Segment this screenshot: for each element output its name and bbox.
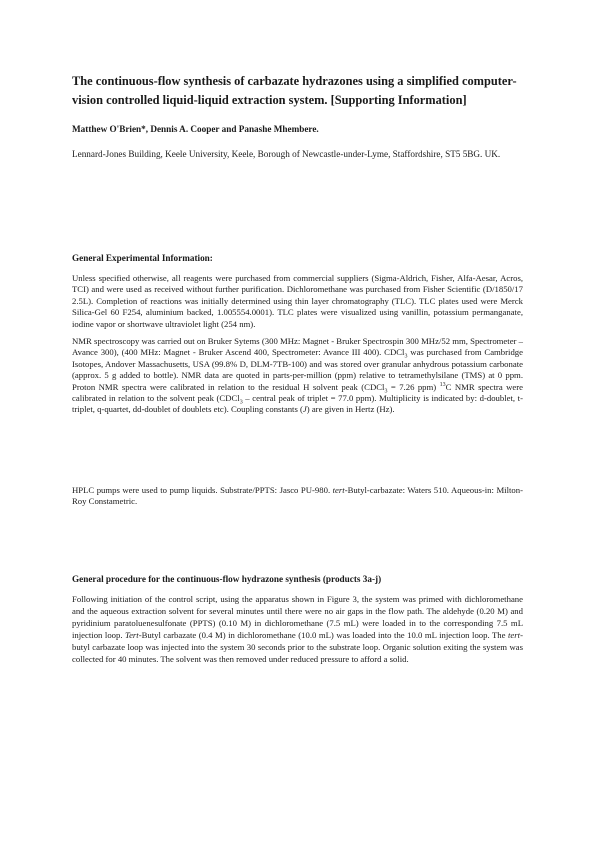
- paragraph-reagents: [72, 273, 523, 330]
- section-heading-experimental: General Experimental Information:: [72, 253, 213, 263]
- affiliation: Lennard-Jones Building, Keele University, Keele, Borough of Newcastle-under-Lyme, Staffordshire, ST5 5BG. UK.: [72, 149, 501, 159]
- paper-title: The continuous-flow synthesis of carbazate hydrazones using a simplified computer-vision controlled liquid-liquid extraction system. [Supporting Information]: [72, 74, 517, 107]
- nmr-text-2: was purchased from Cambridge Isotopes, Andover Massachusetts, USA (99.8% D, DLM-7TB-100) and was stored over granular anhydrous potassium carbonate (approx. 5 g added to bottle). NMR data are quoted in parts-per-million (ppm) relative to tetramethylsilane (TMS) at 0 ppm. Proton NMR spectra were calibrated in relation to the residual H solvent peak (CDCl: [72, 347, 524, 392]
- reagents-text: Unless specified otherwise, all reagents were purchased from commercial suppliers (Sigma-Aldrich, Fisher, Alfa-Aesar, Acros, TCI) and were used as received without further purification. Dichloromethane was purchased from Fisher Scientific (D/1850/17 2.5L). Completion of reactions was initially determined using thin layer chromatography (TLC). TLC plates used were Merck Silica-Gel 60 F254, aluminium backed, 1.005554.0001). TLC plates were visualized using vanillin, potassium permanganate, iodine vapor or shortwave ultraviolet light (254 nm).: [72, 273, 523, 329]
- subscript-3: 3: [404, 354, 408, 361]
- nmr-text-1: NMR spectroscopy was carried out on Bruker Sytems (300 MHz: Magnet - Bruker Spectrospin 300 MHz/52 mm, Spectrometer – Avance 300), (400 MHz: Magnet - Bruker Ascend 400, Spectrometer: Avance III 400). CDCl: [72, 336, 523, 358]
- italic-tert: tert: [332, 485, 345, 495]
- procedure-text-1: Following initiation of the control script, using the apparatus shown in Figure 3, the system was primed with dichloromethane and the aqueous extraction solvent for several minutes until there were no air gaps in the flow path. The aldehyde (0.20 M) and pyridinium paratoluenesulfonate (PPTS) (0.10 M) in dichloromethane (7.5 mL) were loaded in to the corresponding 7.5 mL injection loop.: [72, 594, 523, 641]
- section-heading-procedure: General procedure for the continuous-flow hydrazone synthesis (products 3a-j): [72, 574, 382, 584]
- paragraph-nmr: [72, 336, 523, 416]
- subscript-3: 3: [384, 388, 388, 395]
- procedure-text-2: -Butyl carbazate (0.4 M) in dichloromethane (10.0 mL) was loaded into the 10.0 mL injection loop. The: [138, 630, 509, 641]
- paragraph-hplc: [72, 485, 523, 508]
- procedure-text-3: -butyl carbazate loop was injected into the system 30 seconds prior to the substrate loop. Organic solution exiting the system was collected for 40 minutes. The solvent was then removed under reduced pressure to afford a solid.: [72, 630, 523, 665]
- italic-tert: Tert: [125, 630, 139, 641]
- subscript-3: 3: [239, 399, 243, 406]
- nmr-text-5: – central peak of triplet = 77.0 ppm). Multiplicity is indicated by: d-doublet, t-triplet, q-quartet, dd-doublet of doublets etc). Coupling constants (: [72, 393, 523, 415]
- nmr-text-6: ) are given in Hertz (Hz).: [306, 404, 395, 415]
- document-page: [72, 72, 523, 161]
- hplc-text-1: HPLC pumps were used to pump liquids. Substrate/PPTS: Jasco PU-980.: [72, 485, 333, 495]
- nmr-text-4: C NMR spectra were calibrated in relation to the solvent peak (CDCl: [72, 381, 523, 404]
- italic-j: J: [302, 404, 307, 415]
- superscript-13: 13: [439, 381, 446, 388]
- nmr-text-3: = 7.26 ppm): [387, 381, 440, 392]
- paragraph-procedure: [72, 593, 523, 666]
- hplc-text-2: -Butyl-carbazate: Waters 510. Aqueous-in: Milton-Roy Constametric.: [72, 485, 523, 507]
- author-list: Matthew O'Brien*, Dennis A. Cooper and Panashe Mhembere.: [72, 124, 319, 134]
- italic-tert: tert: [508, 630, 521, 641]
